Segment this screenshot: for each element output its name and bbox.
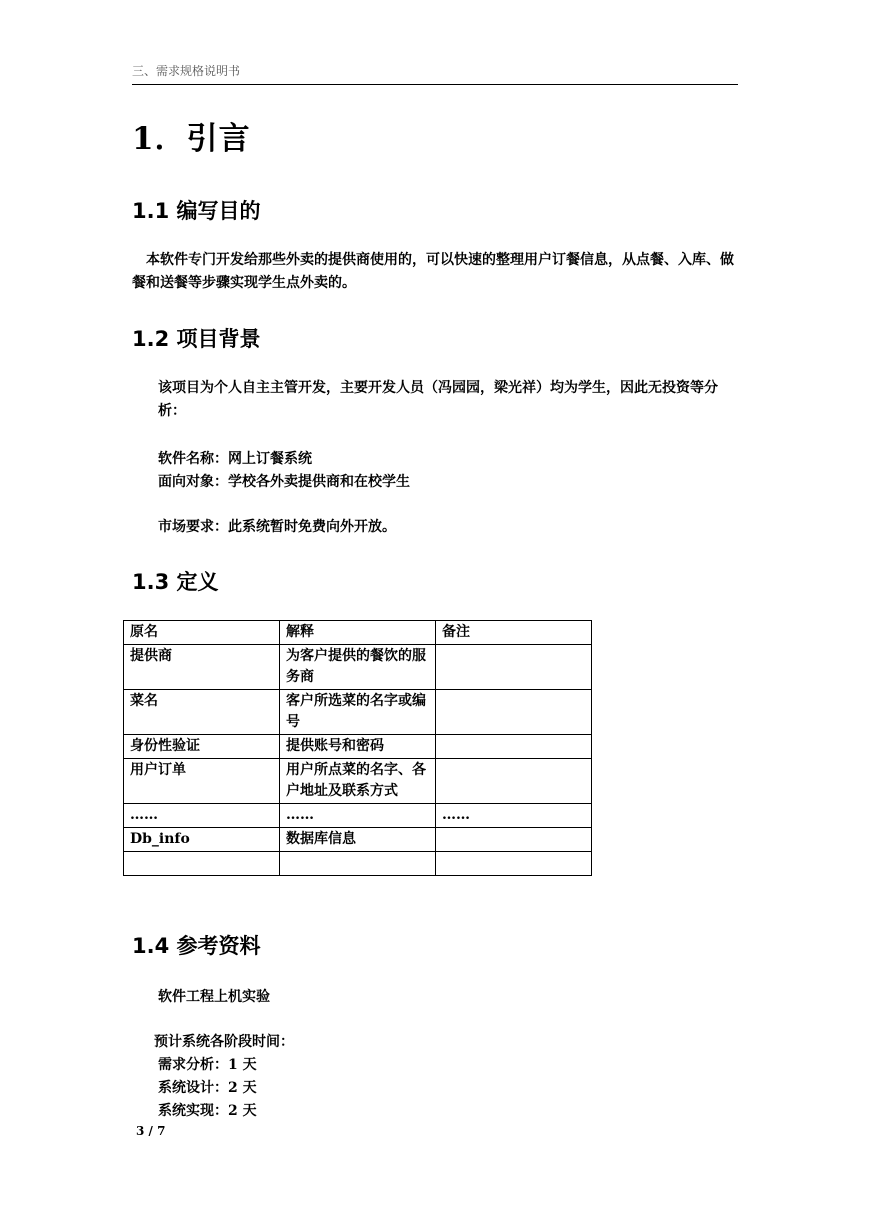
table-row: [124, 690, 592, 735]
table-header-cell: 备注: [436, 621, 592, 645]
section-1-2-title: 1.2 项目背景: [132, 327, 261, 351]
schedule-item: 系统实现：2 天: [158, 1103, 257, 1119]
table-cell: [436, 828, 592, 852]
table-cell: ……: [280, 804, 436, 828]
table-cell: 提供账号和密码: [280, 735, 436, 759]
table-cell: [436, 852, 592, 876]
table-cell: [436, 735, 592, 759]
market-requirement: 市场要求：此系统暂时免费向外开放。: [158, 519, 396, 535]
table-header-cell: 解释: [280, 621, 436, 645]
section-1-title: 1．引言: [132, 121, 251, 157]
table-cell: [436, 645, 592, 690]
table-row: [124, 804, 592, 828]
table-cell: 用户所点菜的名字、各户地址及联系方式: [280, 759, 436, 804]
schedule-item: 需求分析：1 天: [158, 1057, 257, 1073]
table-cell: [280, 852, 436, 876]
table-cell: 客户所选菜的名字或编号: [280, 690, 436, 735]
table-cell: 菜名: [124, 690, 280, 735]
table-header-row: [124, 621, 592, 645]
table-cell: ……: [436, 804, 592, 828]
reference-item: 软件工程上机实验: [158, 989, 270, 1005]
table-cell: 提供商: [124, 645, 280, 690]
schedule-title: 预计系统各阶段时间：: [154, 1034, 294, 1050]
table-cell: [124, 852, 280, 876]
section-1-3-title: 1.3 定义: [132, 570, 219, 594]
table-row: [124, 759, 592, 804]
table-cell: Db_info: [124, 828, 280, 852]
target-audience: 面向对象：学校各外卖提供商和在校学生: [158, 474, 410, 490]
table-row: [124, 645, 592, 690]
section-1-4-title: 1.4 参考资料: [132, 934, 261, 958]
table-cell: ……: [124, 804, 280, 828]
page-number: 3 / 7: [136, 1124, 166, 1138]
table-cell: 身份性验证: [124, 735, 280, 759]
page-header: 三、需求规格说明书: [132, 62, 738, 85]
table-cell: 为客户提供的餐饮的服务商: [280, 645, 436, 690]
table-row: [124, 828, 592, 852]
table-row: [124, 735, 592, 759]
software-name: 软件名称：网上订餐系统: [158, 451, 312, 467]
schedule-item: 系统设计：2 天: [158, 1080, 257, 1096]
table-cell: 用户订单: [124, 759, 280, 804]
table-cell: [436, 690, 592, 735]
section-1-1-title: 1.1 编写目的: [132, 199, 261, 223]
section-1-1-body: 本软件专门开发给那些外卖的提供商使用的，可以快速的整理用户订餐信息，从点餐、入库、做餐和送餐等步骤实现学生点外卖的。: [132, 252, 734, 291]
section-1-2-body: 该项目为个人自主主管开发，主要开发人员（冯园园，梁光祥）均为学生，因此无投资等分析：: [158, 380, 718, 419]
table-row: [124, 852, 592, 876]
table-header-cell: 原名: [124, 621, 280, 645]
table-cell: 数据库信息: [280, 828, 436, 852]
definitions-table: [123, 620, 592, 876]
table-cell: [436, 759, 592, 804]
